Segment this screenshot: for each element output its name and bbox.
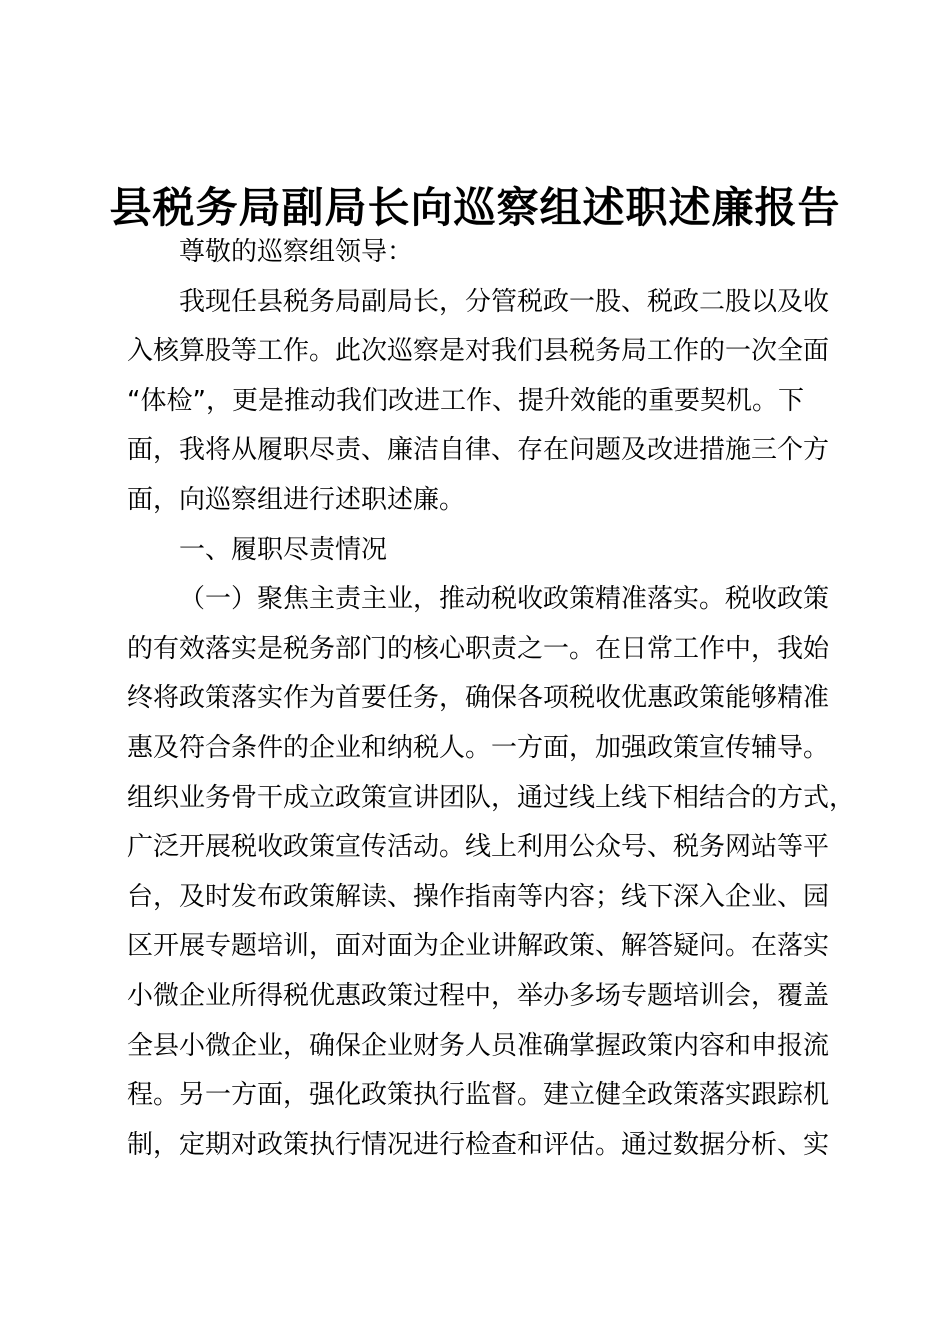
paragraph-line: 面，向巡察组进行述职述廉。 [127, 484, 466, 515]
paragraph-line: 全县小微企业，确保企业财务人员准确掌握政策内容和申报流 [127, 1030, 830, 1061]
paragraph-line: 的有效落实是税务部门的核心职责之一。在日常工作中，我始 [127, 633, 830, 664]
paragraph-line: 小微企业所得税优惠政策过程中，举办多场专题培训会，覆盖 [127, 980, 830, 1011]
paragraph-line: 我现任县税务局副局长，分管税政一股、税政二股以及收 [179, 286, 830, 317]
paragraph-line: 制，定期对政策执行情况进行检查和评估。通过数据分析、实 [127, 1129, 830, 1160]
paragraph-line: 程。另一方面，强化政策执行监督。建立健全政策落实跟踪机 [127, 1080, 830, 1111]
document-title: 县税务局副局长向巡察组述职述廉报告 [109, 183, 841, 232]
paragraph-line: “体检”，更是推动我们改进工作、提升效能的重要契机。下 [127, 385, 804, 416]
paragraph-line: 惠及符合条件的企业和纳税人。一方面，加强政策宣传辅导。 [127, 732, 830, 763]
paragraph-line: 广泛开展税收政策宣传活动。线上利用公众号、税务网站等平 [127, 832, 830, 863]
salutation-line: 尊敬的巡察组领导： [179, 237, 414, 267]
paragraph-line: 终将政策落实作为首要任务，确保各项税收优惠政策能够精准 [127, 683, 830, 714]
paragraph-line: 面，我将从履职尽责、廉洁自律、存在问题及改进措施三个方 [127, 435, 830, 466]
document-body [127, 228, 856, 1170]
paragraph-line: 台，及时发布政策解读、操作指南等内容；线下深入企业、园 [127, 881, 830, 912]
section-heading: 一、履职尽责情况 [179, 534, 388, 565]
paragraph-line: 入核算股等工作。此次巡察是对我们县税务局工作的一次全面 [127, 336, 830, 367]
paragraph-line: 组织业务骨干成立政策宣讲团队，通过线上线下相结合的方式， [127, 782, 856, 813]
paragraph-line: （一）聚焦主责主业，推动税收政策精准落实。税收政策 [179, 584, 830, 615]
paragraph-line: 区开展专题培训，面对面为企业讲解政策、解答疑问。在落实 [127, 931, 830, 962]
